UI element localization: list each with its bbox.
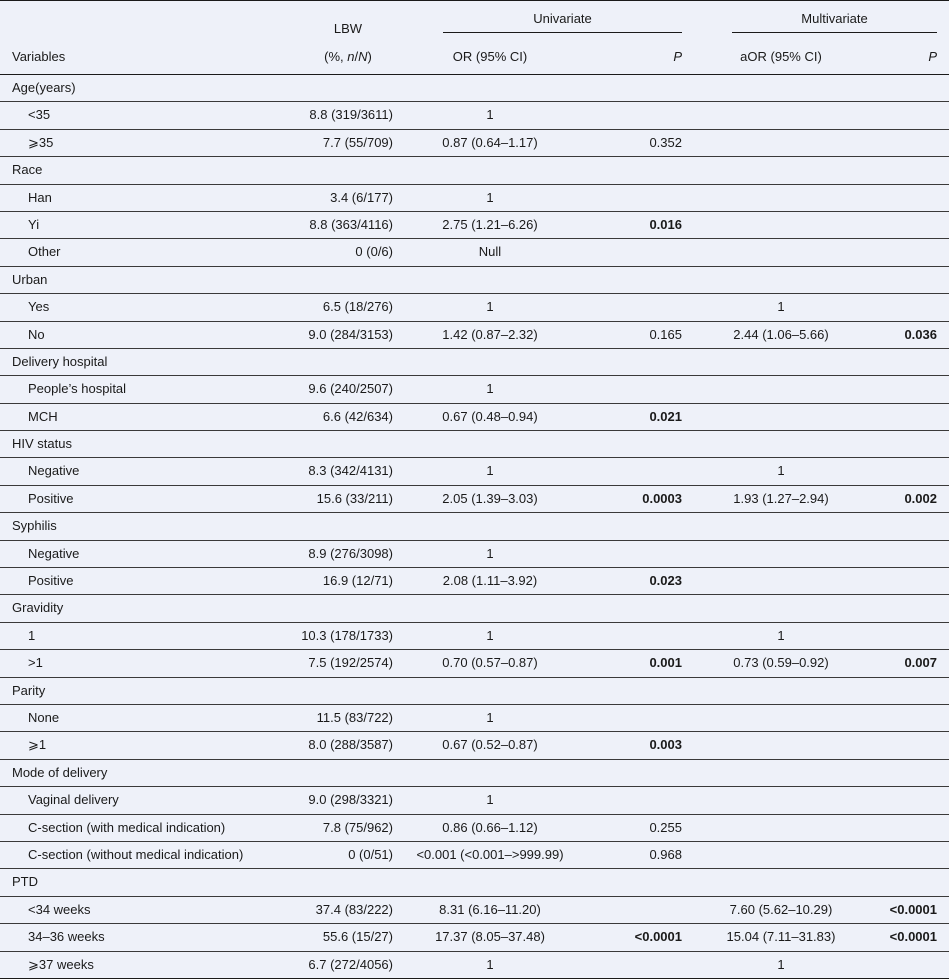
cell-p: 0.021 [649,408,682,424]
table-row [0,678,949,705]
table-header [0,0,949,75]
cell-lbw: 7.7 (55/709) [322,134,393,150]
cell-variable: 34–36 weeks [28,929,105,945]
cell-aor: 15.04 (7.11–31.83) [726,929,836,945]
cell-variable: <35 [28,107,51,123]
table-row [0,267,949,294]
cell-variable: Negative [28,463,80,479]
table-row [0,705,949,732]
cell-p: 0.023 [649,573,682,589]
cell-variable: People’s hospital [28,381,127,397]
table-row [0,650,949,677]
cell-lbw: 0 (0/51) [348,846,393,862]
cell-lbw: 37.4 (83/222) [315,901,393,917]
lbw-unit-slash: / [354,49,359,64]
lbw-unit-suffix: ) [367,49,372,64]
cell-variable: Syphilis [12,518,57,534]
cell-p: 0.255 [649,819,682,835]
cell-p: 0.0003 [642,490,682,506]
cell-variable: Vaginal delivery [28,792,119,808]
table-row [0,869,949,896]
cell-p: 0.003 [649,737,682,753]
cell-or: <0.001 (<0.001–>999.99) [416,846,564,862]
cell-variable: C-section (without medical indication) [28,846,244,862]
table-row [0,732,949,759]
cell-or: 17.37 (8.05–37.48) [435,929,545,945]
cell-lbw: 11.5 (83/722) [316,709,393,725]
table-row [0,541,949,568]
cell-adjusted-p: <0.0001 [889,929,937,945]
cell-variable: PTD [12,874,38,890]
table-row [0,486,949,513]
cell-lbw: 9.0 (284/3153) [308,326,393,342]
cell-or: 1 [486,956,494,972]
cell-or: 1 [486,463,494,479]
cell-or: 1 [486,299,494,315]
table-row [0,513,949,540]
cell-p: 0.001 [649,655,682,671]
cell-lbw: 8.9 (276/3098) [308,545,393,561]
header-univariate: Univariate [533,11,592,26]
multivariate-rule [732,32,937,33]
cell-or: 8.31 (6.16–11.20) [439,901,541,917]
cell-aor: 1.93 (1.27–2.94) [733,490,829,506]
cell-variable: Negative [28,545,80,561]
cell-or: 2.75 (1.21–6.26) [442,216,538,232]
table-row [0,185,949,212]
table-row [0,212,949,239]
cell-variable: C-section (with medical indication) [28,819,226,835]
cell-adjusted-p: 0.002 [904,490,937,506]
cell-aor: 7.60 (5.62–10.29) [729,901,833,917]
cell-or: 0.70 (0.57–0.87) [442,655,538,671]
cell-lbw: 55.6 (15/27) [322,929,393,945]
cell-variable: Other [28,244,61,260]
cell-adjusted-p: <0.0001 [889,901,937,917]
cell-variable: Positive [28,573,74,589]
table-row [0,787,949,814]
cell-p: 0.352 [649,134,682,150]
cell-lbw: 3.4 (6/177) [330,189,393,205]
cell-aor: 1 [777,463,785,479]
cell-or: 1 [486,107,494,123]
header-or: OR (95% CI) [452,49,528,64]
cell-aor: 1 [777,299,785,315]
cell-variable: 1 [28,627,36,643]
table-row [0,102,949,129]
cell-lbw: 7.8 (75/962) [322,819,393,835]
cell-lbw: 8.3 (342/4131) [308,463,393,479]
cell-variable: Parity [12,682,46,698]
cell-variable: HIV status [12,436,72,452]
table-row [0,404,949,431]
table-row [0,924,949,951]
header-multivariate: Multivariate [801,11,868,26]
cell-or: 0.67 (0.52–0.87) [442,737,538,753]
cell-or: 1 [486,709,494,725]
cell-variable: ⩾35 [28,134,54,150]
cell-lbw: 6.7 (272/4056) [308,956,393,972]
cell-p: 0.016 [649,216,682,232]
cell-or: 0.87 (0.64–1.17) [442,134,538,150]
cell-lbw: 10.3 (178/1733) [301,627,393,643]
cell-p: 0.165 [649,326,682,342]
table-row [0,322,949,349]
cell-lbw: 6.6 (42/634) [322,408,393,424]
lbw-unit-N: N [358,49,368,64]
table-row [0,458,949,485]
cell-or: 1 [486,627,494,643]
header-p: P [673,49,682,64]
cell-variable: ⩾37 weeks [28,956,94,972]
cell-variable: Han [28,189,52,205]
lbw-unit-n: n [347,49,355,64]
cell-p: <0.0001 [634,929,682,945]
table-row [0,623,949,650]
table-row [0,157,949,184]
table-row [0,760,949,787]
table-row [0,239,949,266]
cell-variable: Delivery hospital [12,353,108,369]
cell-lbw: 8.0 (288/3587) [308,737,393,753]
table-row [0,75,949,102]
cell-or: 1 [486,545,494,561]
cell-lbw: 6.5 (18/276) [322,299,393,315]
cell-aor: 1 [777,956,785,972]
cell-variable: Yi [28,216,40,232]
table-row [0,897,949,924]
cell-or: 2.08 (1.11–3.92) [442,573,538,589]
cell-variable: Race [12,162,43,178]
table-row [0,130,949,157]
cell-p: 0.968 [649,846,682,862]
cell-aor: 1 [777,627,785,643]
table-row [0,568,949,595]
cell-variable: Age(years) [12,80,76,95]
cell-lbw: 9.0 (298/3321) [308,792,393,808]
table-row [0,815,949,842]
cell-adjusted-p: 0.036 [904,326,937,342]
cell-lbw: 8.8 (363/4116) [309,216,393,232]
cell-or: 0.67 (0.48–0.94) [442,408,538,424]
cell-variable: Urban [12,271,48,287]
cell-lbw: 16.9 (12/71) [322,573,393,589]
lbw-unit-prefix: (%, [324,49,348,64]
header-aor: aOR (95% CI) [740,49,822,64]
header-variables: Variables [12,49,66,64]
cell-lbw: 7.5 (192/2574) [308,655,393,671]
cell-or: 0.86 (0.66–1.12) [442,819,538,835]
cell-lbw: 15.6 (33/211) [316,490,393,506]
table-row [0,431,949,458]
header-lbw: LBW [333,21,363,36]
cell-variable: None [28,709,60,725]
cell-aor: 0.73 (0.59–0.92) [733,655,829,671]
cell-or: Null [478,244,502,260]
table-row [0,842,949,869]
cell-or: 1.42 (0.87–2.32) [442,326,538,342]
cell-variable: No [28,326,45,342]
cell-variable: Mode of delivery [12,764,108,780]
univariate-rule [443,32,682,33]
cell-variable: >1 [28,655,43,671]
cell-lbw: 0 (0/6) [355,244,393,260]
table-row [0,952,949,979]
cell-or: 2.05 (1.39–3.03) [442,490,538,506]
cell-variable: MCH [28,408,58,424]
cell-adjusted-p: 0.007 [904,655,937,671]
header-lbw-unit [300,49,396,64]
cell-aor: 2.44 (1.06–5.66) [733,326,829,342]
cell-lbw: 9.6 (240/2507) [308,381,393,397]
cell-or: 1 [486,792,494,808]
table-body [0,75,949,979]
table-row [0,595,949,622]
cell-variable: Positive [28,490,74,506]
table-row [0,376,949,403]
cell-variable: ⩾1 [28,737,47,753]
header-ap: P [928,49,937,64]
cell-variable: Yes [28,299,50,315]
cell-or: 1 [486,381,494,397]
table-row [0,294,949,321]
cell-variable: Gravidity [12,600,64,616]
cell-or: 1 [486,189,494,205]
cell-variable: <34 weeks [28,901,91,917]
table-row [0,349,949,376]
cell-lbw: 8.8 (319/3611) [309,107,393,123]
